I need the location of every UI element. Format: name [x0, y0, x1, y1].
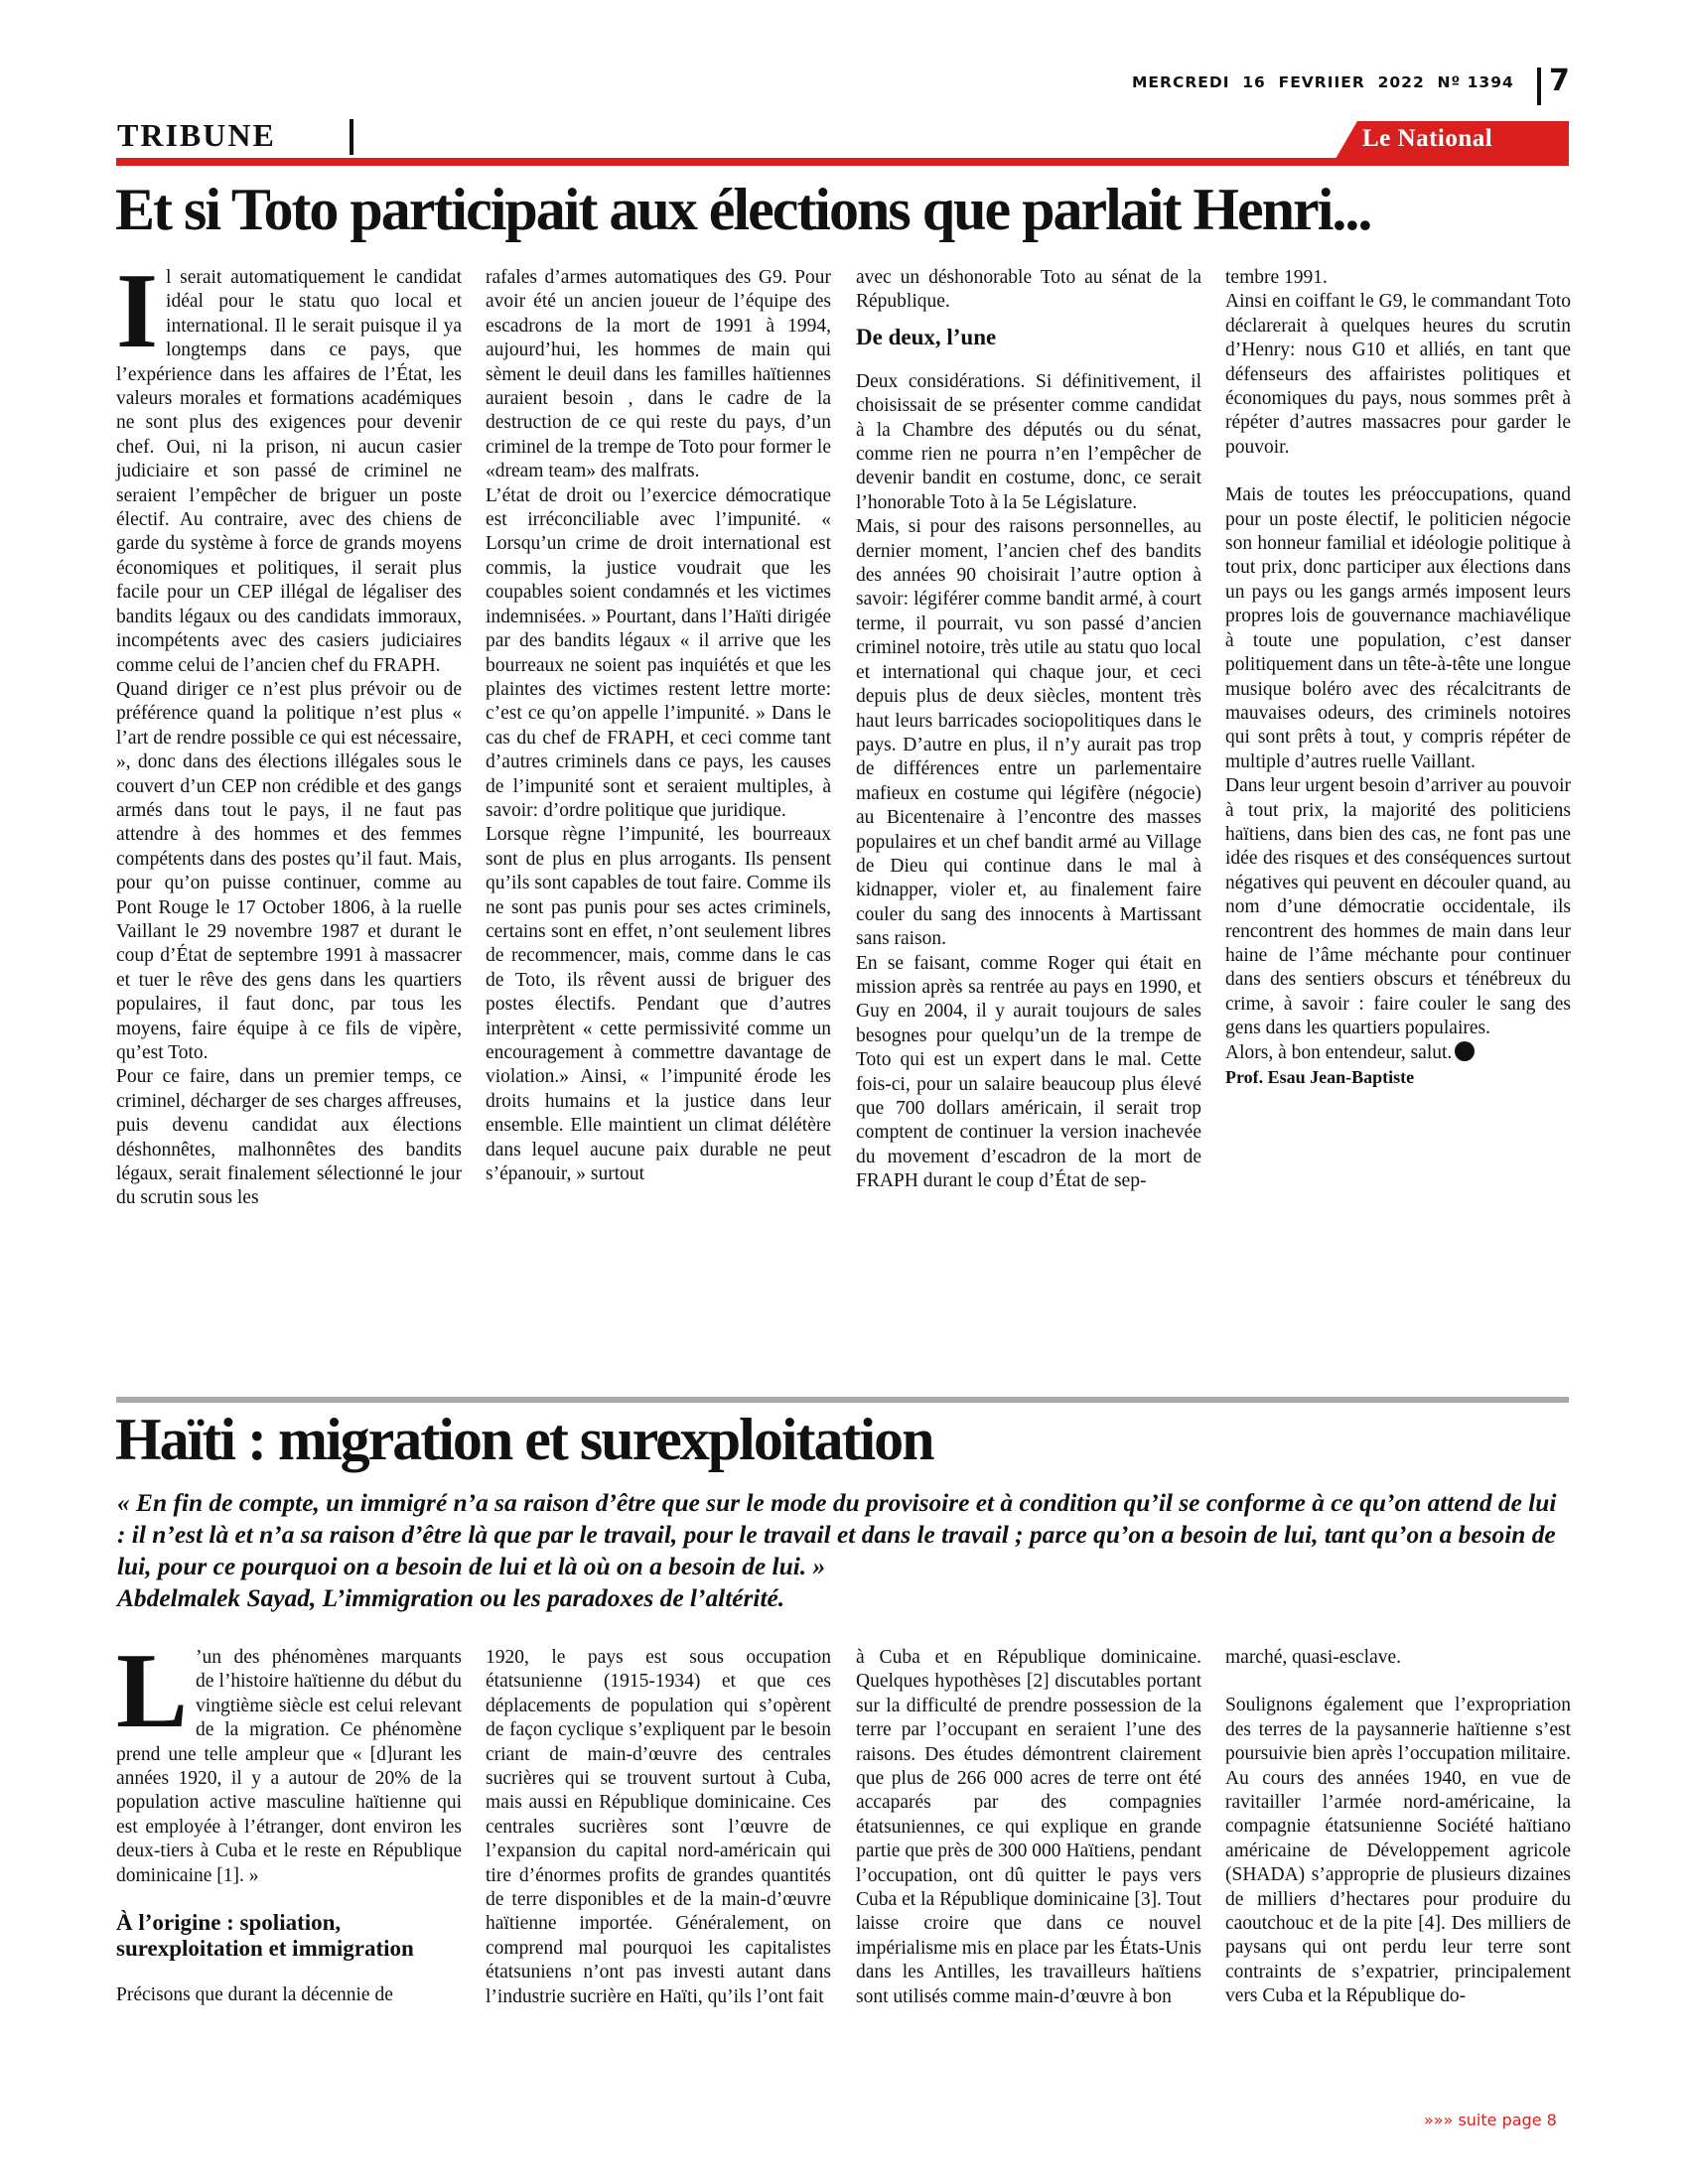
- paragraph: tembre 1991.: [1225, 267, 1328, 288]
- paragraph: Deux considérations. Si définitivement, il choisissait de se présenter comme candidat à la Chambre des députés ou du sénat, comme rien ne pourra n’en l’empêcher de devenir bandit en costume, donc, ce serait l’honorable Toto à la 5e Législature.: [856, 370, 1201, 513]
- paragraph: Dans leur urgent besoin d’arriver au pouvoir à tout prix, la majorité des politiciens haïtiens, dans bien des cas, ne font pas une idée des risques et des conséquences surtout négatives qui peuvent en découler quand, au nom d’une démocratie occidentale, ils rencontrent des hommes de main dans leur haine de l’âme méchante pour continuer dans des sentiers obscurs et ténébreux du crime, à savoir : faire couler le sang des gens dans les quartiers populaires.: [1225, 775, 1571, 1039]
- article-column-1: [116, 1632, 462, 2007]
- article-column-2: [486, 266, 831, 1186]
- paragraph: Précisons que durant la décennie de: [116, 1984, 393, 2006]
- paragraph: 1920, le pays est sous occupation étatsunienne (1915-1934) et que ces déplacements de population qui s’opèrent de façon cyclique s’expliquent par le besoin criant de main-d’œuvre des centrales sucrières qui se trouvent surtout à Cuba, mais aussi en République dominicaine. Ces centrales sucrières sont l’œuvre de l’expansion du capital nord-américain qui tire d’énormes profits de grandes quantités de terre disponibles et de la main-d’œuvre haïtienne importée. Généralement, on comprend mal pourquoi les capitalistes étatsuniens n’ont pas investi autant dans l’industrie sucrière en Haïti, qu’ils l’ont fait: [486, 1647, 831, 2007]
- paragraph: Lorsque règne l’impunité, les bourreaux sont de plus en plus arrogants. Ils pensent qu’ils sont capables de tout faire. Comme ils ne sont pas punis pour ses actes criminels, certains sont en effet, n’ont seulement libres de recommencer, mais, comme dans le cas de Toto, ils rêvent aussi de briguer des postes électifs. Pendant que d’autres interprètent « cette permissivité comme un encouragement à commettre davantage de violation.» Ainsi, « l’impunité érode les droits humains et la justice dans leur ensemble. Elle maintient un climat délétère dans lequel aucune paix durable ne peut s’épanouir, » surtout: [486, 824, 831, 1185]
- page-number: 7: [1549, 64, 1570, 98]
- paragraph: avec un déshonorable Toto au sénat de la République.: [856, 267, 1201, 313]
- epigraph: [117, 1487, 1571, 1614]
- article-headline: Et si Toto participait aux élections que parlait Henri...: [115, 177, 1371, 242]
- paragraph: Mais, si pour des raisons personnelles, au dernier moment, l’ancien chef des bandits des années 90 choisirait l’autre option à savoir: légiférer comme bandit armé, à court terme, il pourrait, vu son passé d’ancien criminel notoire, très utile au statu quo local et international qui chaque jour, et ceci depuis plus de deux siècles, montent très haut leurs barricades sociopolitiques dans le pays. D’autre en plus, il n’y aurait pas trop de différences entre un parlementaire mafieux en costume qui légifère (négocie) au Bicentenaire à l’encontre des masses populaires et un chef bandit armé au Village de Dieu qui continue dans le mal à kidnapper, violer et, au finalement faire couler du sang des innocents à Martissant sans raison.: [856, 516, 1201, 950]
- author-signature: Prof. Esau Jean-Baptiste: [1225, 1067, 1415, 1087]
- drop-cap: L: [116, 1632, 189, 1750]
- article-column-4: [1225, 266, 1571, 1089]
- paragraph: L’état de droit ou l’exercice démocratique est irréconciliable avec l’impunité. « Lorsqu’un crime de droit international est commis, la justice voudrait que les coupables soient condamnés et les victimes indemnisées. » Pourtant, dans l’Haïti dirigée par des bandits légaux « il arrive que les bourreaux ne soient pas inquiétés et que les plaintes des victimes restent lettre morte: c’est ce qu’on appelle l’impunité. » Dans le cas du chef de FRAPH, et ceci comme tant d’autres criminels dans ce pays, les causes de l’impunité sont et seraient multiples, à savoir: d’ordre politique que juridique.: [486, 484, 831, 821]
- article-divider: [116, 1397, 1569, 1403]
- paragraph: En se faisant, comme Roger qui était en mission après sa rentrée au pays en 1990, et Guy en 2004, il y aurait toujours de sales besognes pour quelqu’un de la trempe de Toto qui est un expert dans le mal. Cette fois-ci, pour un salaire beaucoup plus élevé que 700 dollars américain, il serait trop comptent de continuer la version inachevée du movement d’escadron de la mort de FRAPH durant le coup d’État de sep-: [856, 952, 1201, 1192]
- article-column-2: [486, 1646, 831, 2009]
- drop-cap: I: [116, 252, 159, 370]
- section-label: TRIBUNE: [117, 117, 276, 153]
- article-column-1: [116, 252, 462, 1211]
- epigraph-quote: « En fin de compte, un immigré n’a sa raison d’être que sur le mode du provisoire et à condition qu’il se conforme à ce qu’on attend de lui : il n’est là et n’a sa raison d’être là que par le travail, pour le travail et dans le travail ; parce qu’on a besoin de lui, tant qu’on a besoin de lui, pour ce pourquoi on a besoin de lui et là où on a besoin de lui. »: [117, 1489, 1557, 1580]
- closing-line: [1225, 1041, 1571, 1065]
- paragraph: marché, quasi-esclave.: [1225, 1647, 1402, 1668]
- brand-name: Le National: [1362, 125, 1493, 152]
- paragraph: Mais de toutes les préoccupations, quand pour un poste électif, le politicien négocie son honneur familial et idéologie politique à tout prix, donc participer aux élections dans un pays ou les gangs armés imposent leurs propres lois de gouvernance machiavélique à toute une population, c’est danser politiquement dans un tête-à-tête une longue musique boléro avec des récalcitrants de mauvaises odeurs, des criminels notoires qui sont prêts à tout, y compris répéter de multiple d’autres ruelle Vaillant.: [1225, 484, 1571, 772]
- subheading: De deux, l’une: [856, 324, 997, 349]
- issue-folio: MERCREDI 16 FEVRIIER 2022 Nº 1394: [1132, 73, 1514, 91]
- article-headline: Haïti : migration et surexploitation: [115, 1407, 933, 1472]
- paragraph: l serait automatiquement le candidat idéal pour le statu quo local et international. Il le serait puisque il ya longtemps dans ce pays, que l’expérience dans les affaires de l’État, les valeurs morales et formations académiques ne sont plus des exigences pour devenir chef. Oui, ni la prison, ni aucun casier judiciaire et son passé de criminel ne seraient l’empêcher de briguer un poste électif. Au contraire, avec des chiens de garde du système à force de grands moyens économiques et politiques, il serait plus facile pour un CEP illégal de légaliser des bandits légaux ou des candidats immoraux, incompétents avec des casiers judiciaires comme celui de l’ancien chef du FRAPH.: [116, 267, 462, 676]
- end-mark-icon: [1455, 1041, 1475, 1061]
- paragraph: ’un des phénomènes marquants de l’histoire haïtienne du début du vingtième siècle est celui relevant de la migration. Ce phénomène prend une telle ampleur que « [d]urant les années 1920, il y a autour de 20% de la population active masculine haïtienne qui est employée à l’étranger, dont environ les deux-tiers à Cuba et le reste en République dominicaine [1]. »: [116, 1647, 462, 1886]
- subheading: À l’origine : spoliation, surexploitation et immigration: [116, 1910, 414, 1962]
- article-column-3: [856, 266, 1201, 1194]
- header-rule: [116, 158, 1569, 166]
- paragraph: à Cuba et en République dominicaine. Quelques hypothèses [2] discutables portant sur la difficulté de prendre possession de la terre par l’occupant en seraient l’une des raisons. Des études démontrent clairement que plus de 266 000 acres de terre ont été accaparés par des compagnies étatsuniennes, ce qui explique en grande partie que près de 300 000 Haïtiens, pendant l’occupation, ont dû quitter le pays vers Cuba et la République dominicaine [3]. Tout laisse croire que dans ce nouvel impérialisme mis en place par les États-Unis dans les Antilles, les travailleurs haïtiens sont utilisés comme main-d’œuvre à bon: [856, 1647, 1201, 2007]
- paragraph: Soulignons également que l’expropriation des terres de la paysannerie haïtienne s’est poursuivie bien après l’occupation militaire. Au cours des années 1940, en vue de ravitailler l’armée nord-américaine, la compagnie étatsunienne Société haïtiano américaine de Développement agricole (SHADA) s’approprie de plusieurs dizaines de milliers d’hectares pour produire du caoutchouc et de la pite [4]. Des milliers de paysans qui ont perdu leur terre sont contraints de s’expatrier, principalement vers Cuba et la République do-: [1225, 1695, 1571, 2007]
- article-column-3: [856, 1646, 1201, 2009]
- paragraph: rafales d’armes automatiques des G9. Pour avoir été un ancien joueur de l’équipe des escadrons de la mort de 1991 à 1994, aujourd’hui, les hommes de main qui sèment le deuil dans les familles haïtiennes auraient besoin , dans le cadre de la destruction de ce qui reste du pays, d’un criminel de la trempe de Toto pour former le «dream team» des malfrats.: [486, 267, 831, 482]
- article-column-4: [1225, 1646, 1571, 2009]
- folio-divider: [1537, 68, 1541, 105]
- closing-text: Alors, à bon entendeur, salut.: [1225, 1041, 1453, 1063]
- paragraph: Quand diriger ce n’est plus prévoir ou de préférence quand la politique n’est plus « l’art de rendre possible ce qui est nécessaire, », donc dans des élections illégales sous le couvert d’un CEP non crédible et des gangs armés dans tout le pays, il ne faut pas attendre à des hommes et des femmes compétents dans des postes qu’il faut. Mais, pour qu’on puisse continuer, comme au Pont Rouge le 17 October 1806, à la ruelle Vaillant le 29 novembre 1987 et durant le coup d’État de septembre 1991 à massacrer et tuer le rêve des gens dans les quartiers populaires, il faut donc, par tous les moyens, faire équipe à ce fils de vipère, qu’est Toto.: [116, 678, 462, 1063]
- paragraph: Ainsi en coiffant le G9, le commandant Toto déclarerait à quelques heures du scrutin d’Henry: nous G10 et alliés, en tant que défenseurs des affairistes politiques et économiques du pays, nous sommes prêt à répéter d’autres massacres pour garder le pouvoir.: [1225, 291, 1571, 458]
- continued-link[interactable]: »»» suite page 8: [1424, 2111, 1557, 2129]
- section-divider: [350, 119, 353, 155]
- paragraph: Pour ce faire, dans un premier temps, ce criminel, décharger de ses charges affreuses, puis devenu candidat aux élections déshonnêtes, malhonnêtes des bandits légaux, serait finalement sélectionné le jour du scrutin sous les: [116, 1066, 462, 1209]
- epigraph-source: Abdelmalek Sayad, L’immigration ou les paradoxes de l’altérité.: [117, 1584, 785, 1612]
